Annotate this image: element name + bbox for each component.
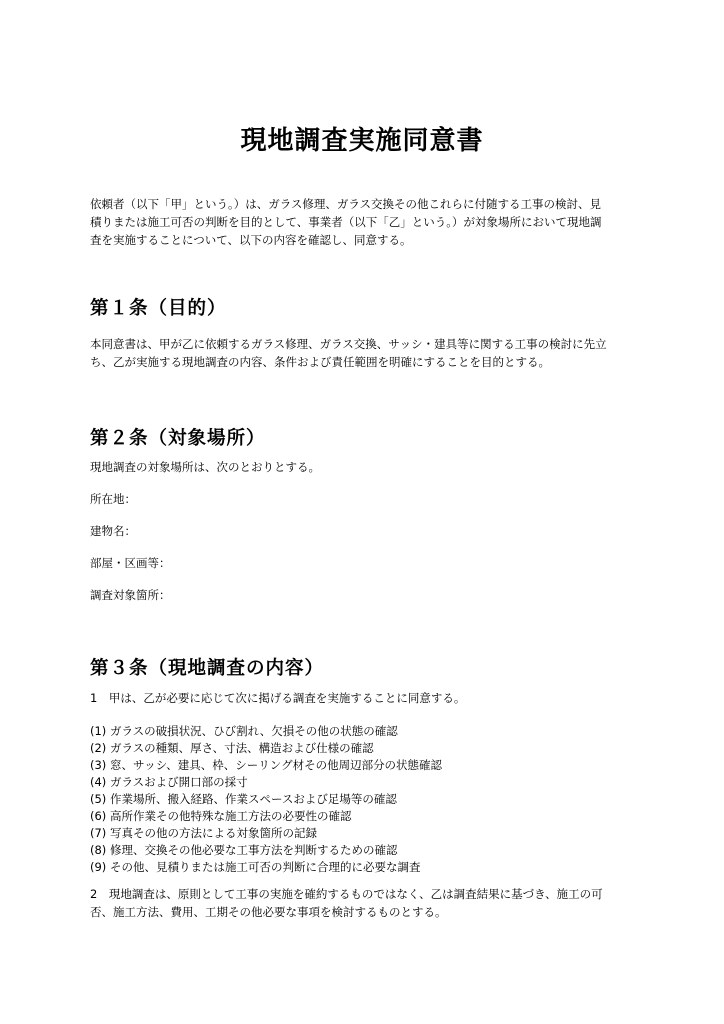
survey-item: (1) ガラスの破損状況、ひび割れ、欠損その他の状態の確認 — [90, 724, 398, 738]
survey-item: (3) 窓、サッシ、建具、枠、シーリング材その他周辺部分の状態確認 — [90, 758, 443, 772]
intro-line-2: 積りまたは施工可否の判断を目的として、事業者（以下「乙」という。）が対象場所において現地調 — [90, 215, 602, 229]
survey-item: (8) 修理、交換その他必要な工事方法を判断するための確認 — [90, 843, 398, 857]
field-building-label: 建物名： — [90, 524, 136, 538]
field-room-label: 部屋・区画等： — [90, 556, 171, 570]
survey-item: (2) ガラスの種類、厚さ、寸法、構造および仕様の確認 — [90, 741, 374, 755]
article-2-heading: 第２条（対象場所） — [90, 428, 266, 449]
intro-line-1: 依頼者（以下「甲」という。）は、ガラス修理、ガラス交換その他これらに付随する工事の検討、見 — [90, 197, 602, 211]
field-location-label: 所在地： — [90, 492, 136, 506]
article-2-intro: 現地調査の対象場所は、次のとおりとする。 — [90, 460, 320, 474]
document-title: 現地調査実施同意書 — [240, 126, 484, 156]
article-3-para-2-line-2: 否、施工方法、費用、工期その他必要な事項を検討するものとする。 — [90, 905, 447, 919]
article-1-line-1: 本同意書は、甲が乙に依頼するガラス修理、ガラス交換、サッシ・建具等に関する工事の検討に先立 — [90, 337, 607, 351]
survey-item: (6) 高所作業その他特殊な施工方法の必要性の確認 — [90, 809, 352, 823]
article-3-para-2-line-1: 2 現地調査は、原則として工事の実施を確約するものではなく、乙は調査結果に基づき、施工の可 — [90, 887, 603, 901]
survey-item: (9) その他、見積りまたは施工可否の判断に合理的に必要な調査 — [90, 860, 421, 874]
article-3-heading: 第３条（現地調査の内容） — [90, 658, 325, 679]
article-1-heading: 第１条（目的） — [90, 298, 227, 319]
survey-item: (4) ガラスおよび開口部の採寸 — [90, 775, 248, 789]
intro-line-3: 査を実施することについて、以下の内容を確認し、同意する。 — [90, 233, 412, 247]
field-survey-target-label: 調査対象箇所： — [90, 588, 171, 602]
article-3-para-1: 1 甲は、乙が必要に応じて次に掲げる調査を実施することに同意する。 — [90, 691, 466, 705]
article-1-line-2: ち、乙が実施する現地調査の内容、条件および責任範囲を明確にすることを目的とする。 — [90, 355, 550, 369]
survey-item: (5) 作業場所、搬入経路、作業スペースおよび足場等の確認 — [90, 792, 397, 806]
survey-item: (7) 写真その他の方法による対象箇所の記録 — [90, 826, 317, 840]
